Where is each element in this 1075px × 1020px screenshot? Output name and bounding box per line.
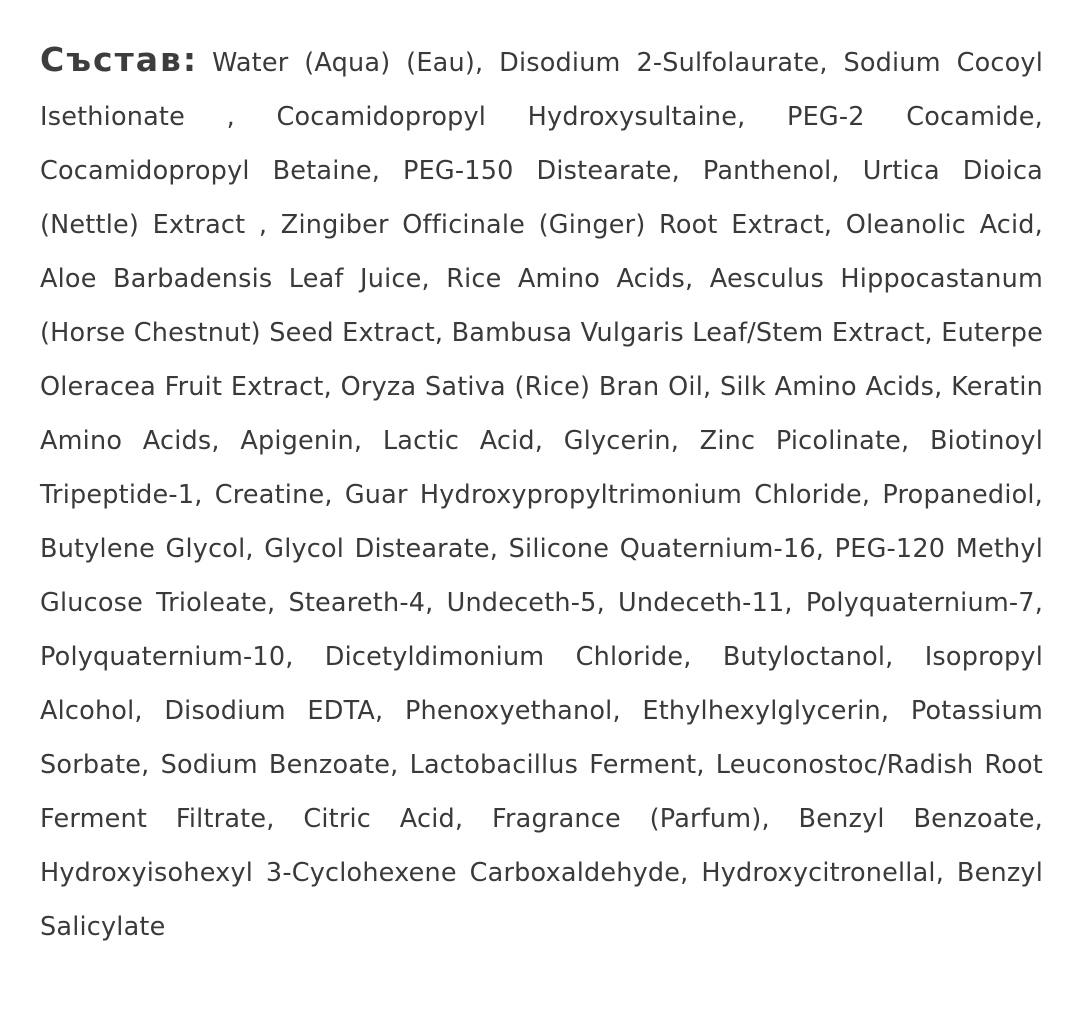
ingredients-paragraph	[40, 33, 1043, 954]
ingredients-list: Water (Aqua) (Eau), Disodium 2-Sulfolaurate, Sodium Cocoyl Isethionate , Cocamidopropyl Hydroxysultaine, PEG-2 Cocamide, Cocamidopropyl Betaine, PEG-150 Distearate, Panthenol, Urtica Dioica (Nettle) Extract , Zingiber Officinale (Ginger) Root Extract, Oleanolic Acid, Aloe Barbadensis Leaf Juice, Rice Amino Acids, Aesculus Hippocastanum (Horse Chestnut) Seed Extract, Bambusa Vulgaris Leaf/Stem Extract, Euterpe Oleracea Fruit Extract, Oryza Sativa (Rice) Bran Oil, Silk Amino Acids, Keratin Amino Acids, Apigenin, Lactic Acid, Glycerin, Zinc Picolinate, Biotinoyl Tripeptide-1, Creatine, Guar Hydroxypropyltrimonium Chloride, Propanediol, Butylene Glycol, Glycol Distearate, Silicone Quaternium-16, PEG-120 Methyl Glucose Trioleate, Steareth-4, Undeceth-5, Undeceth-11, Polyquaternium-7, Polyquaternium-10, Dicetyldimonium Chloride, Butyloctanol, Isopropyl Alcohol, Disodium EDTA, Phenoxyethanol, Ethylhexylglycerin, Potassium Sorbate, Sodium Benzoate, Lactobacillus Ferment, Leuconostoc/Radish Root Ferment Filtrate, Citric Acid, Fragrance (Parfum), Benzyl Benzoate, Hydroxyisohexyl 3-Cyclohexene Carboxaldehyde, Hydroxycitronellal, Benzyl Salicylate	[40, 48, 1043, 942]
ingredients-label: Състав:	[40, 40, 199, 79]
